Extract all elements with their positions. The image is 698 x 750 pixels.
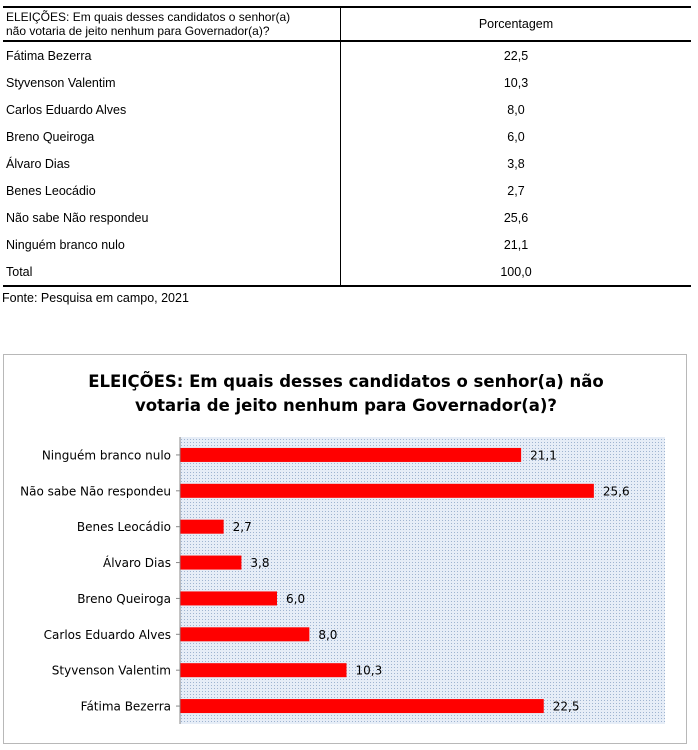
chart-title-line2: votaria de jeito nenhum para Governador(a)? [135, 396, 557, 415]
bar [180, 699, 544, 713]
table-header-row [3, 7, 691, 41]
table-total-row [3, 258, 691, 286]
table-row [3, 204, 691, 231]
table-row [3, 231, 691, 258]
bar [180, 556, 241, 570]
row-value: 22,5 [503, 48, 529, 63]
data-label: 8,0 [318, 627, 338, 642]
row-label: Ninguém branco nulo [3, 231, 341, 258]
table-row [3, 177, 691, 204]
category-label: Styvenson Valentim [51, 663, 171, 678]
row-label: Benes Leocádio [3, 177, 341, 204]
bar [180, 627, 309, 641]
data-label: 22,5 [552, 699, 580, 714]
chart-plot [4, 355, 688, 745]
data-label: 6,0 [286, 591, 306, 606]
table-row [3, 69, 691, 96]
row-value: 8,0 [507, 102, 525, 117]
data-label: 3,8 [250, 556, 270, 571]
row-label: Carlos Eduardo Alves [3, 96, 341, 123]
bar [180, 591, 277, 605]
source-note: Fonte: Pesquisa em campo, 2021 [2, 291, 189, 305]
total-label: Total [3, 258, 341, 286]
table-row [3, 96, 691, 123]
category-label: Carlos Eduardo Alves [43, 627, 171, 642]
row-value: 2,7 [507, 183, 525, 198]
row-value: 25,6 [503, 210, 529, 225]
data-label: 25,6 [602, 484, 630, 499]
bar-chart [3, 354, 687, 744]
data-label: 10,3 [355, 663, 383, 678]
table-row [3, 123, 691, 150]
table-header-question [3, 7, 341, 41]
category-label: Fátima Bezerra [80, 699, 171, 714]
category-label: Breno Queiroga [77, 591, 171, 606]
row-label: Não sabe Não respondeu [3, 204, 341, 231]
table-header-percentage: Porcentagem [341, 7, 692, 41]
bar [180, 484, 594, 498]
chart-title-line1: ELEIÇÕES: Em quais desses candidatos o senhor(a) não [88, 372, 604, 391]
row-value: 10,3 [503, 75, 529, 90]
category-label: Álvaro Dias [102, 556, 171, 571]
bar [180, 663, 347, 677]
total-value: 100,0 [341, 258, 692, 286]
row-value: 3,8 [507, 156, 525, 171]
bar [180, 520, 224, 534]
data-label: 2,7 [232, 520, 252, 535]
row-value: 21,1 [503, 237, 529, 252]
plot-area [180, 437, 665, 724]
row-value: 6,0 [507, 129, 525, 144]
row-label: Fátima Bezerra [3, 41, 341, 69]
results-table [3, 6, 691, 287]
bar [180, 448, 521, 462]
category-label: Ninguém branco nulo [41, 448, 171, 463]
table-header-question-line1: ELEIÇÕES: Em quais desses candidatos o senhor(a) [6, 10, 291, 24]
table-row [3, 150, 691, 177]
row-label: Styvenson Valentim [3, 69, 341, 96]
data-label: 21,1 [530, 448, 557, 463]
table-header-question-line2: não votaria de jeito nenhum para Governador(a)? [6, 24, 270, 38]
row-label: Álvaro Dias [3, 150, 341, 177]
category-label: Não sabe Não respondeu [20, 484, 171, 499]
table-row [3, 41, 691, 69]
category-label: Benes Leocádio [76, 520, 171, 535]
row-label: Breno Queiroga [3, 123, 341, 150]
